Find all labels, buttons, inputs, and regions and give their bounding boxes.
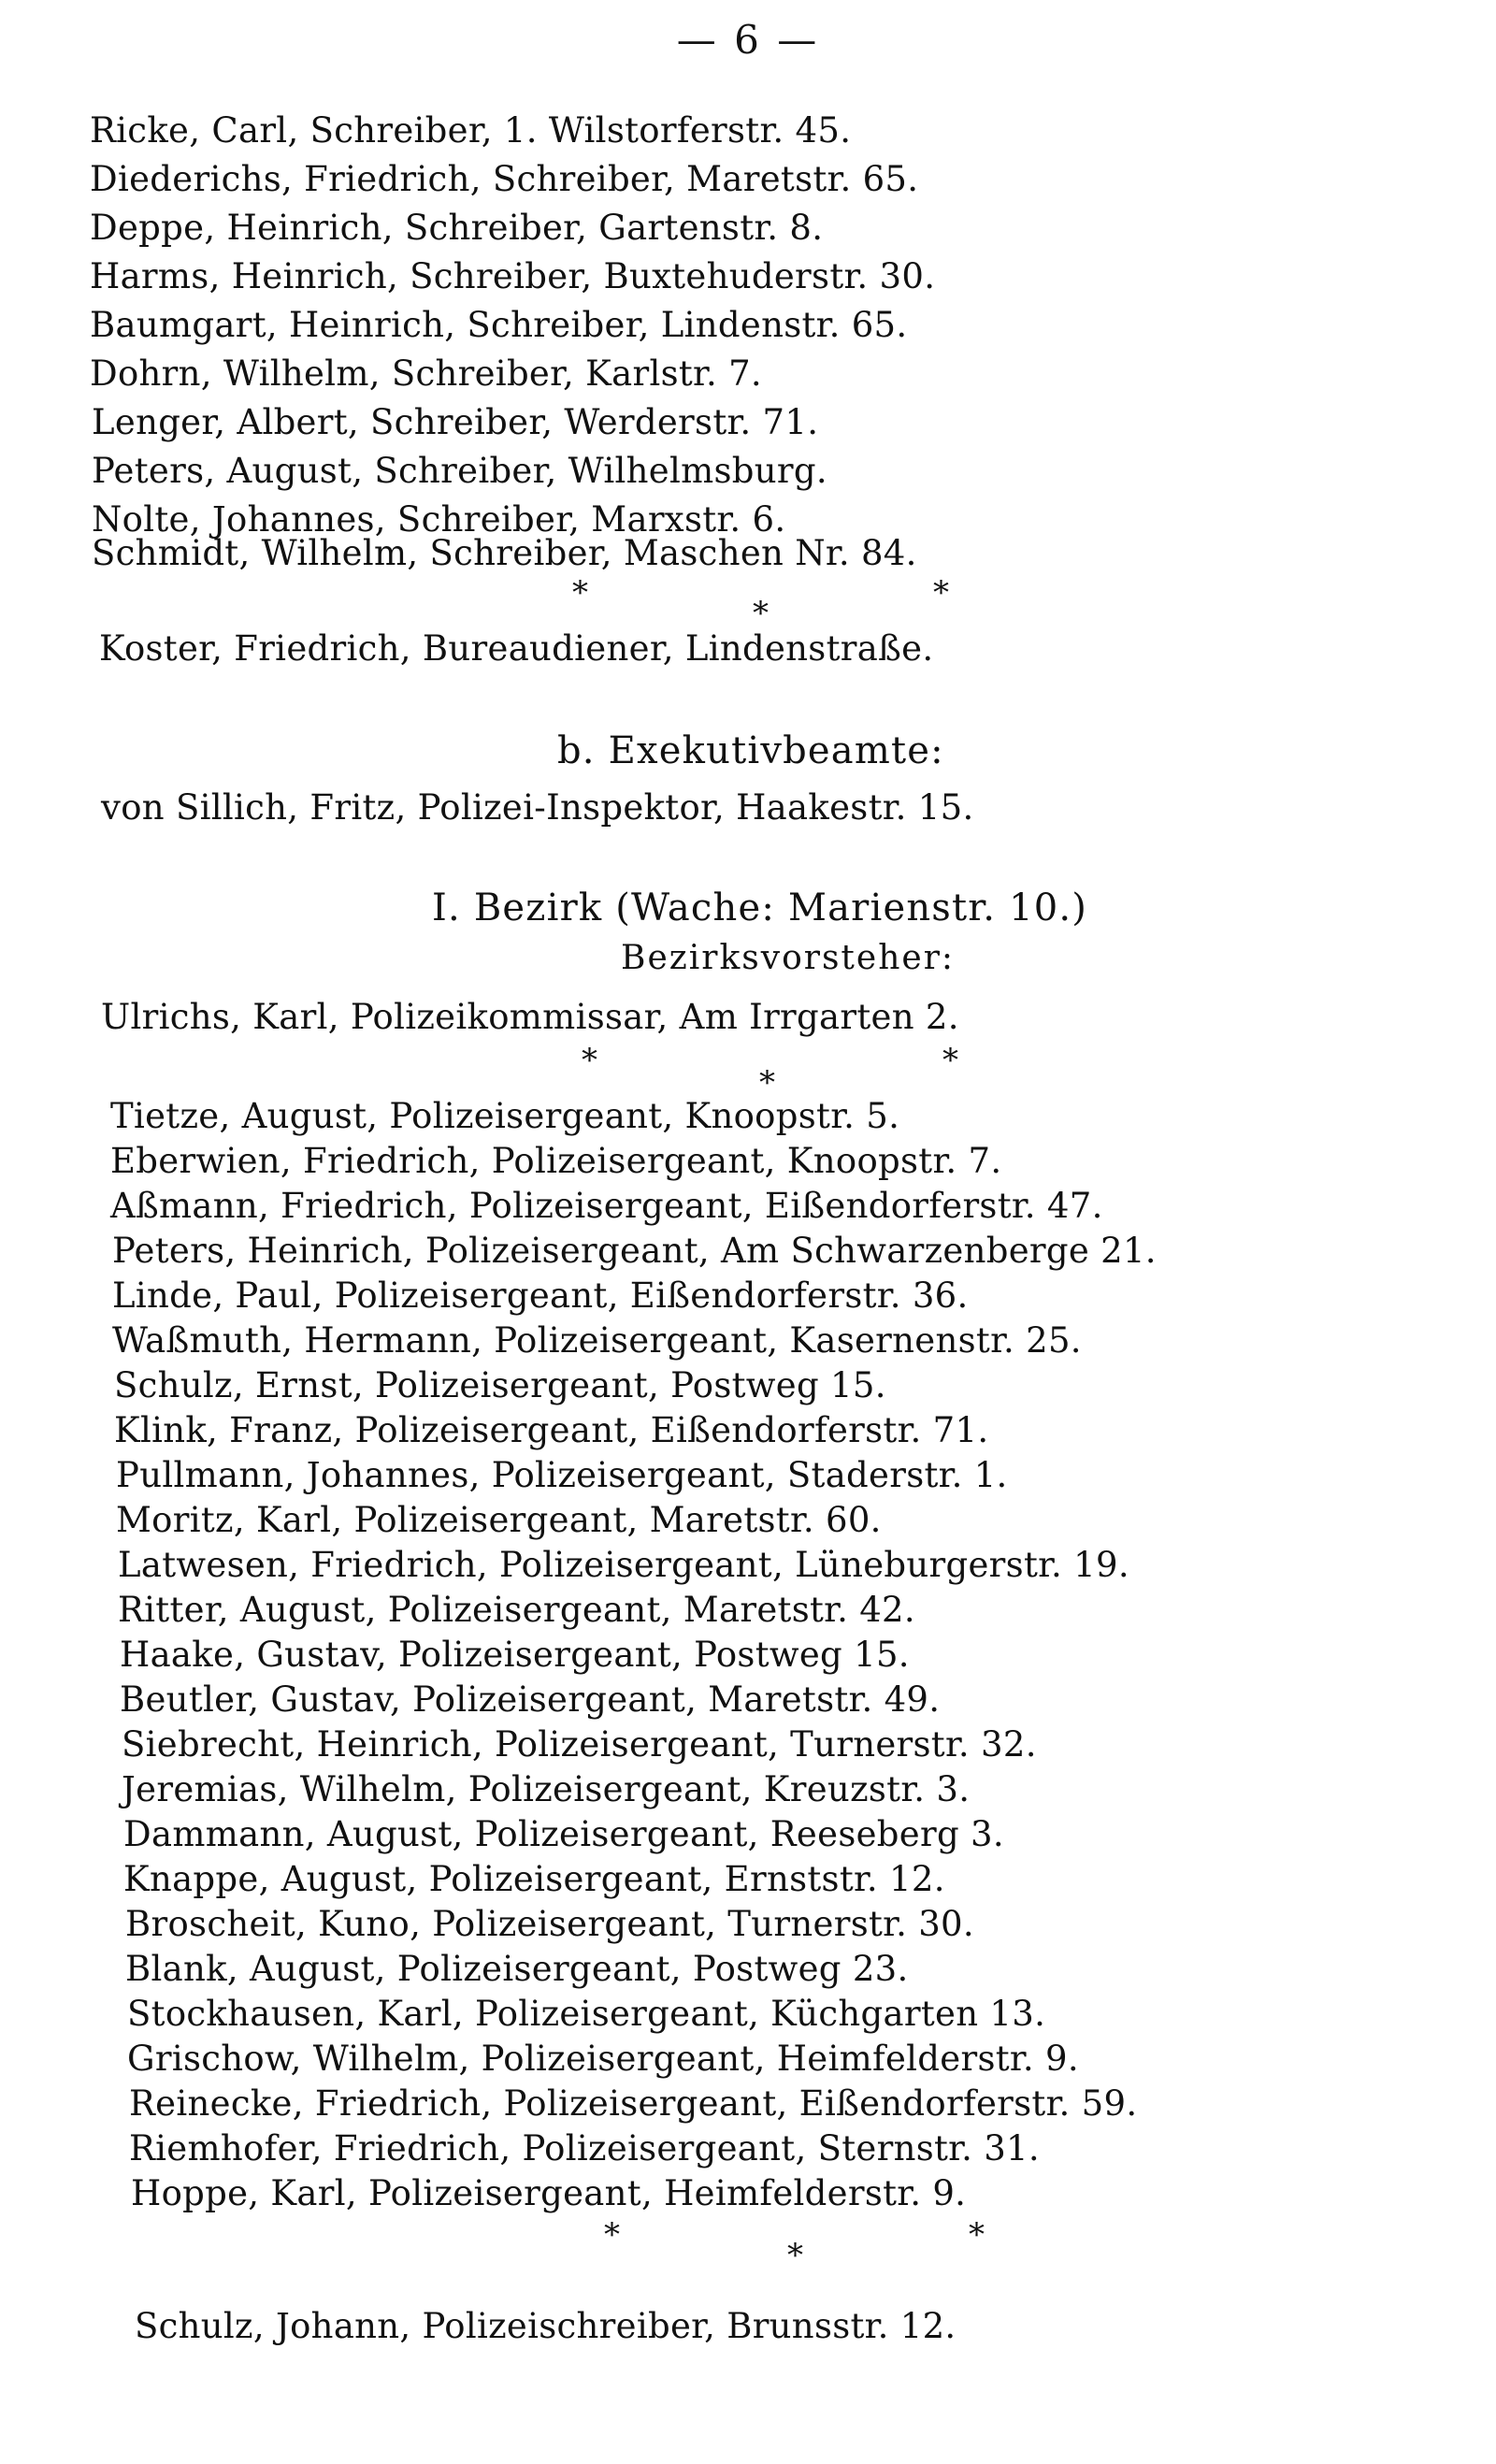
list-item: Blank, August, Polizeisergeant, Postweg 23. — [125, 1949, 909, 1989]
list-item: Nolte, Johannes, Schreiber, Marxstr. 6. — [92, 499, 786, 540]
star-glyph: * — [942, 1042, 958, 1079]
list-item: Broscheit, Kuno, Polizeisergeant, Turnerstr. 30. — [125, 1904, 974, 1944]
list-item: Peters, Heinrich, Polizeisergeant, Am Schwarzenberge 21. — [112, 1231, 1157, 1271]
list-item: Grischow, Wilhelm, Polizeisergeant, Heimfelderstr. 9. — [127, 2039, 1079, 2079]
list-item: Diederichs, Friedrich, Schreiber, Maretstr. 65. — [90, 159, 919, 199]
list-item: Klink, Franz, Polizeisergeant, Eißendorferstr. 71. — [114, 1410, 989, 1450]
list-item: Tietze, August, Polizeisergeant, Knoopstr. 5. — [110, 1096, 900, 1136]
list-item: Latwesen, Friedrich, Polizeisergeant, Lüneburgerstr. 19. — [118, 1545, 1129, 1585]
star-glyph: * — [969, 2216, 985, 2254]
star-glyph: * — [572, 574, 588, 612]
list-item: Moritz, Karl, Polizeisergeant, Maretstr. 60. — [116, 1500, 882, 1540]
list-item: Waßmuth, Hermann, Polizeisergeant, Kasernenstr. 25. — [112, 1320, 1082, 1361]
list-item: Linde, Paul, Polizeisergeant, Eißendorferstr. 36. — [112, 1275, 969, 1316]
page-number: — 6 — — [676, 17, 820, 63]
list-item: Jeremias, Wilhelm, Polizeisergeant, Kreuzstr. 3. — [122, 1769, 971, 1809]
star-glyph: * — [759, 1064, 775, 1102]
list-item: Dohrn, Wilhelm, Schreiber, Karlstr. 7. — [90, 353, 762, 394]
list-item: Deppe, Heinrich, Schreiber, Gartenstr. 8. — [90, 208, 824, 248]
list-item: Ritter, August, Polizeisergeant, Maretstr. 42. — [118, 1590, 915, 1630]
district-heading: I. Bezirk (Wache: Marienstr. 10.) — [432, 886, 1088, 929]
list-item: Eberwien, Friedrich, Polizeisergeant, Knoopstr. 7. — [110, 1141, 1002, 1181]
list-item: Knappe, August, Polizeisergeant, Ernststr. 12. — [123, 1859, 945, 1899]
star-glyph: * — [787, 2237, 803, 2274]
district-subheading: Bezirksvorsteher: — [621, 939, 956, 977]
list-item: Schmidt, Wilhelm, Schreiber, Maschen Nr. 84. — [92, 533, 917, 573]
list-item: Koster, Friedrich, Bureaudiener, Lindenstraße. — [99, 628, 934, 669]
separator-stars — [0, 1042, 1496, 1102]
star-glyph: * — [604, 2216, 620, 2254]
list-item: Ricke, Carl, Schreiber, 1. Wilstorferstr. 45. — [90, 110, 852, 151]
list-item: Baumgart, Heinrich, Schreiber, Lindenstr. 65. — [90, 305, 908, 345]
list-item: Dammann, August, Polizeisergeant, Reeseberg 3. — [123, 1814, 1004, 1854]
list-item: Peters, August, Schreiber, Wilhelmsburg. — [92, 451, 827, 491]
list-item: Schulz, Ernst, Polizeisergeant, Postweg 15. — [114, 1365, 886, 1405]
star-glyph: * — [582, 1042, 597, 1079]
list-item: Riemhofer, Friedrich, Polizeisergeant, Sternstr. 31. — [129, 2128, 1040, 2169]
list-item: Hoppe, Karl, Polizeisergeant, Heimfelderstr. 9. — [131, 2173, 967, 2213]
list-item: Haake, Gustav, Polizeisergeant, Postweg 15. — [120, 1635, 910, 1675]
list-item: Beutler, Gustav, Polizeisergeant, Maretstr. 49. — [120, 1679, 941, 1720]
star-glyph: * — [933, 574, 949, 612]
list-item: Stockhausen, Karl, Polizeisergeant, Küchgarten 13. — [127, 1994, 1046, 2034]
star-glyph: * — [753, 595, 769, 632]
list-item: Aßmann, Friedrich, Polizeisergeant, Eißendorferstr. 47. — [110, 1186, 1103, 1226]
list-item: Reinecke, Friedrich, Polizeisergeant, Eißendorferstr. 59. — [129, 2083, 1138, 2124]
list-item: von Sillich, Fritz, Polizei-Inspektor, Haakestr. 15. — [101, 787, 974, 828]
list-item: Schulz, Johann, Polizeischreiber, Brunsstr. 12. — [135, 2306, 957, 2346]
list-item: Lenger, Albert, Schreiber, Werderstr. 71. — [92, 402, 819, 442]
list-item: Ulrichs, Karl, Polizeikommissar, Am Irrgarten 2. — [101, 997, 959, 1037]
list-item: Harms, Heinrich, Schreiber, Buxtehuderstr. 30. — [90, 256, 936, 296]
separator-stars — [0, 574, 1496, 630]
separator-stars — [0, 2216, 1496, 2272]
list-item: Pullmann, Johannes, Polizeisergeant, Staderstr. 1. — [116, 1455, 1008, 1495]
list-item: Siebrecht, Heinrich, Polizeisergeant, Turnerstr. 32. — [122, 1724, 1037, 1765]
section-heading: b. Exekutivbeamte: — [557, 729, 944, 772]
